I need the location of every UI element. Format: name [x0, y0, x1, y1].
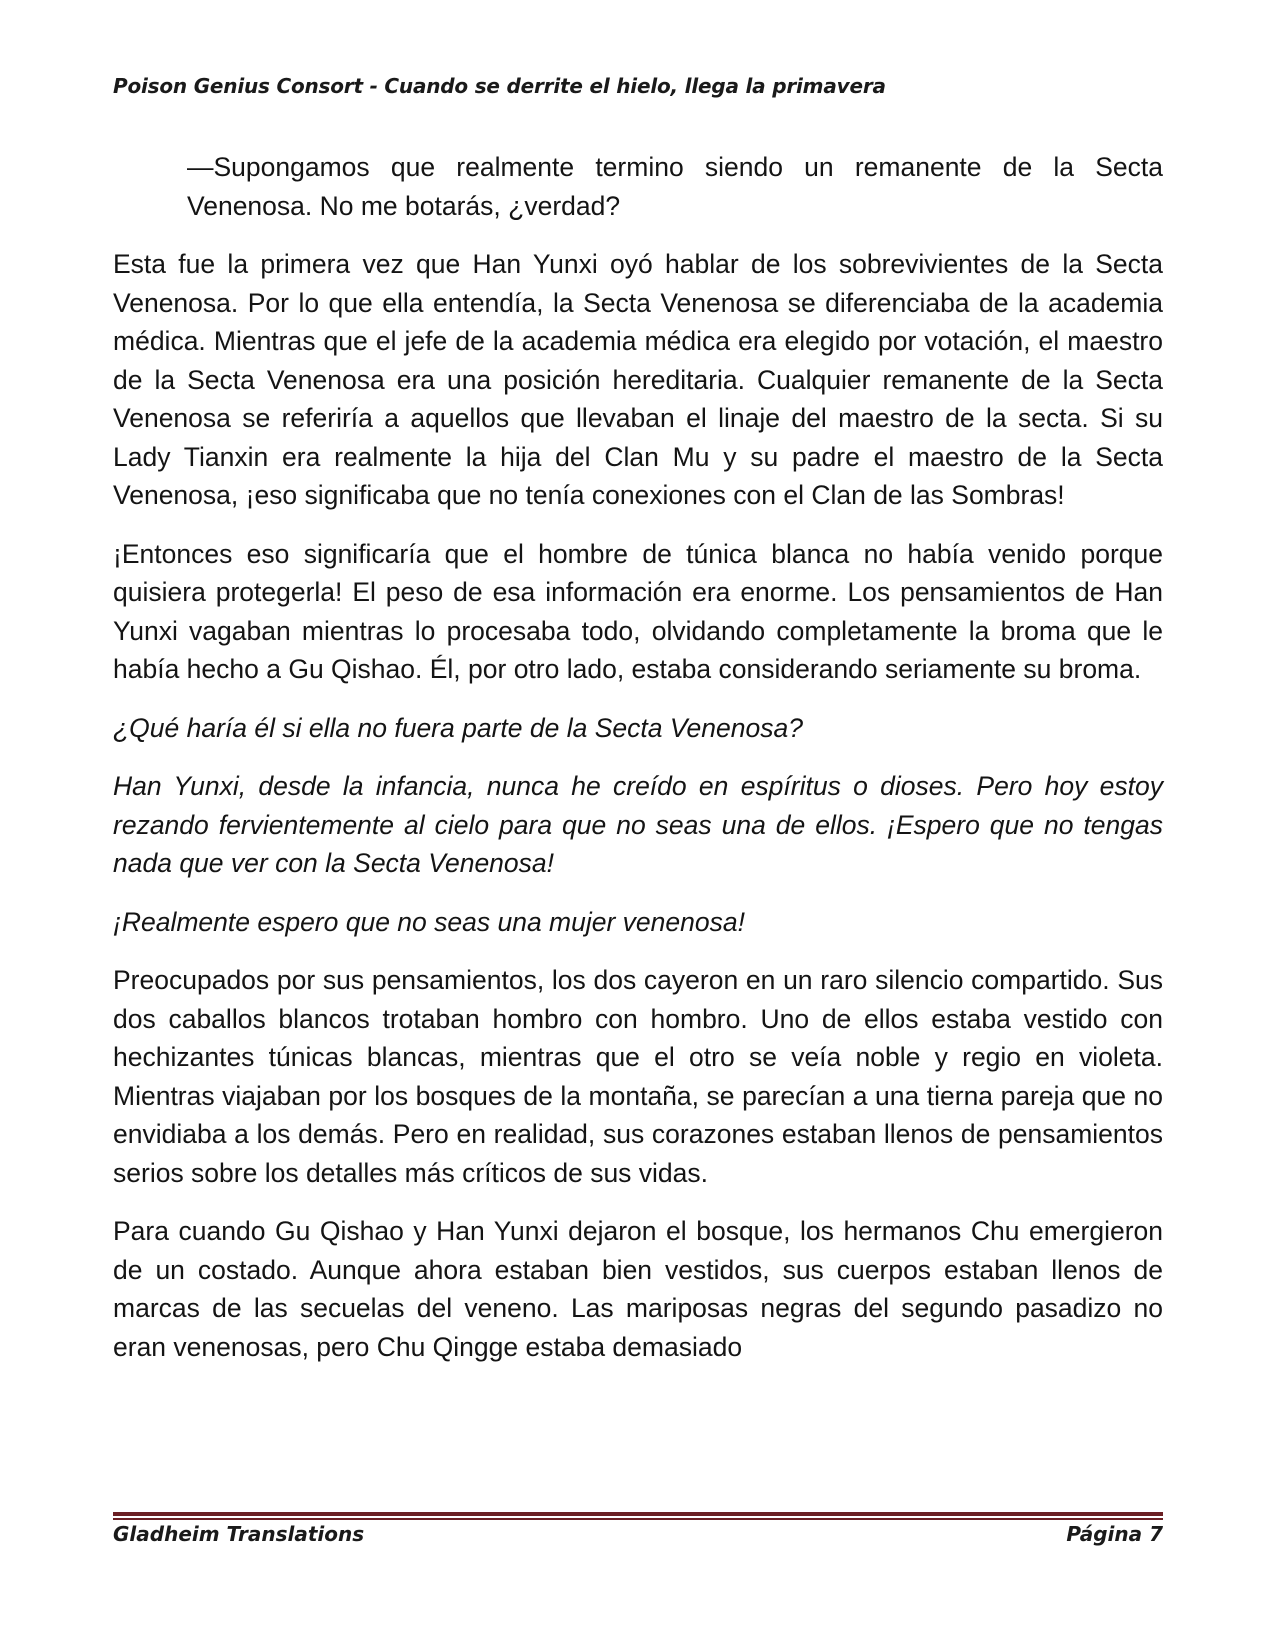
paragraph-italic: ¡Realmente espero que no seas una mujer venenosa!: [113, 906, 745, 937]
paragraph: ¡Entonces eso significaría que el hombre de túnica blanca no había venido porque quisiera protegerla! El peso de esa información era enorme. Los pensamientos de Han Yunxi vagaban mientras lo procesaba todo, olvidando completamente la broma que le había hecho a Gu Qishao. Él, por otro lado, estaba considerando seriamente su broma.: [113, 538, 1163, 684]
footer-publisher: Gladheim Translations: [113, 1522, 365, 1546]
paragraph-italic: Han Yunxi, desde la infancia, nunca he creído en espíritus o dioses. Pero hoy estoy rezando fervientemente al cielo para que no seas una de ellos. ¡Espero que no tengas nada que ver con la Secta Venenosa!: [113, 771, 1163, 878]
paragraph-dialogue: —Supongamos que realmente termino siendo un remanente de la Secta Venenosa. No me botarás, ¿verdad?: [187, 152, 1163, 221]
footer-rule-thick: [113, 1512, 1163, 1516]
running-header: Poison Genius Consort - Cuando se derrite el hielo, llega la primavera: [113, 74, 886, 98]
paragraph: Para cuando Gu Qishao y Han Yunxi dejaron el bosque, los hermanos Chu emergieron de un costado. Aunque ahora estaban bien vestidos, sus cuerpos estaban llenos de marcas de las secuelas del veneno. Las mariposas negras del segundo pasadizo no eran venenosas, pero Chu Qingge estaba demasiado: [113, 1216, 1163, 1362]
footer-rule-thin: [113, 1518, 1163, 1520]
paragraph: Preocupados por sus pensamientos, los dos cayeron en un raro silencio compartido. Sus dos caballos blancos trotaban hombro con hombro. Uno de ellos estaba vestido con hechizantes túnicas blancas, mientras que el otro se veía noble y regio en violeta. Mientras viajaban por los bosques de la montaña, se parecían a una tierna pareja que no envidiaba a los demás. Pero en realidad, sus corazones estaban llenos de pensamientos serios sobre los detalles más críticos de sus vidas.: [113, 965, 1163, 1188]
body-text: [113, 148, 1163, 1386]
footer-page-number: Página 7: [1066, 1522, 1163, 1546]
paragraph: Esta fue la primera vez que Han Yunxi oyó hablar de los sobrevivientes de la Secta Venenosa. Por lo que ella entendía, la Secta Venenosa se diferenciaba de la academia médica. Mientras que el jefe de la academia médica era elegido por votación, el maestro de la Secta Venenosa era una posición hereditaria. Cualquier remanente de la Secta Venenosa se referiría a aquellos que llevaban el linaje del maestro de la secta. Si su Lady Tianxin era realmente la hija del Clan Mu y su padre el maestro de la Secta Venenosa, ¡eso significaba que no tenía conexiones con el Clan de las Sombras!: [113, 249, 1163, 510]
paragraph-italic: ¿Qué haría él si ella no fuera parte de la Secta Venenosa?: [113, 712, 803, 743]
footer-rule: [113, 1512, 1163, 1520]
